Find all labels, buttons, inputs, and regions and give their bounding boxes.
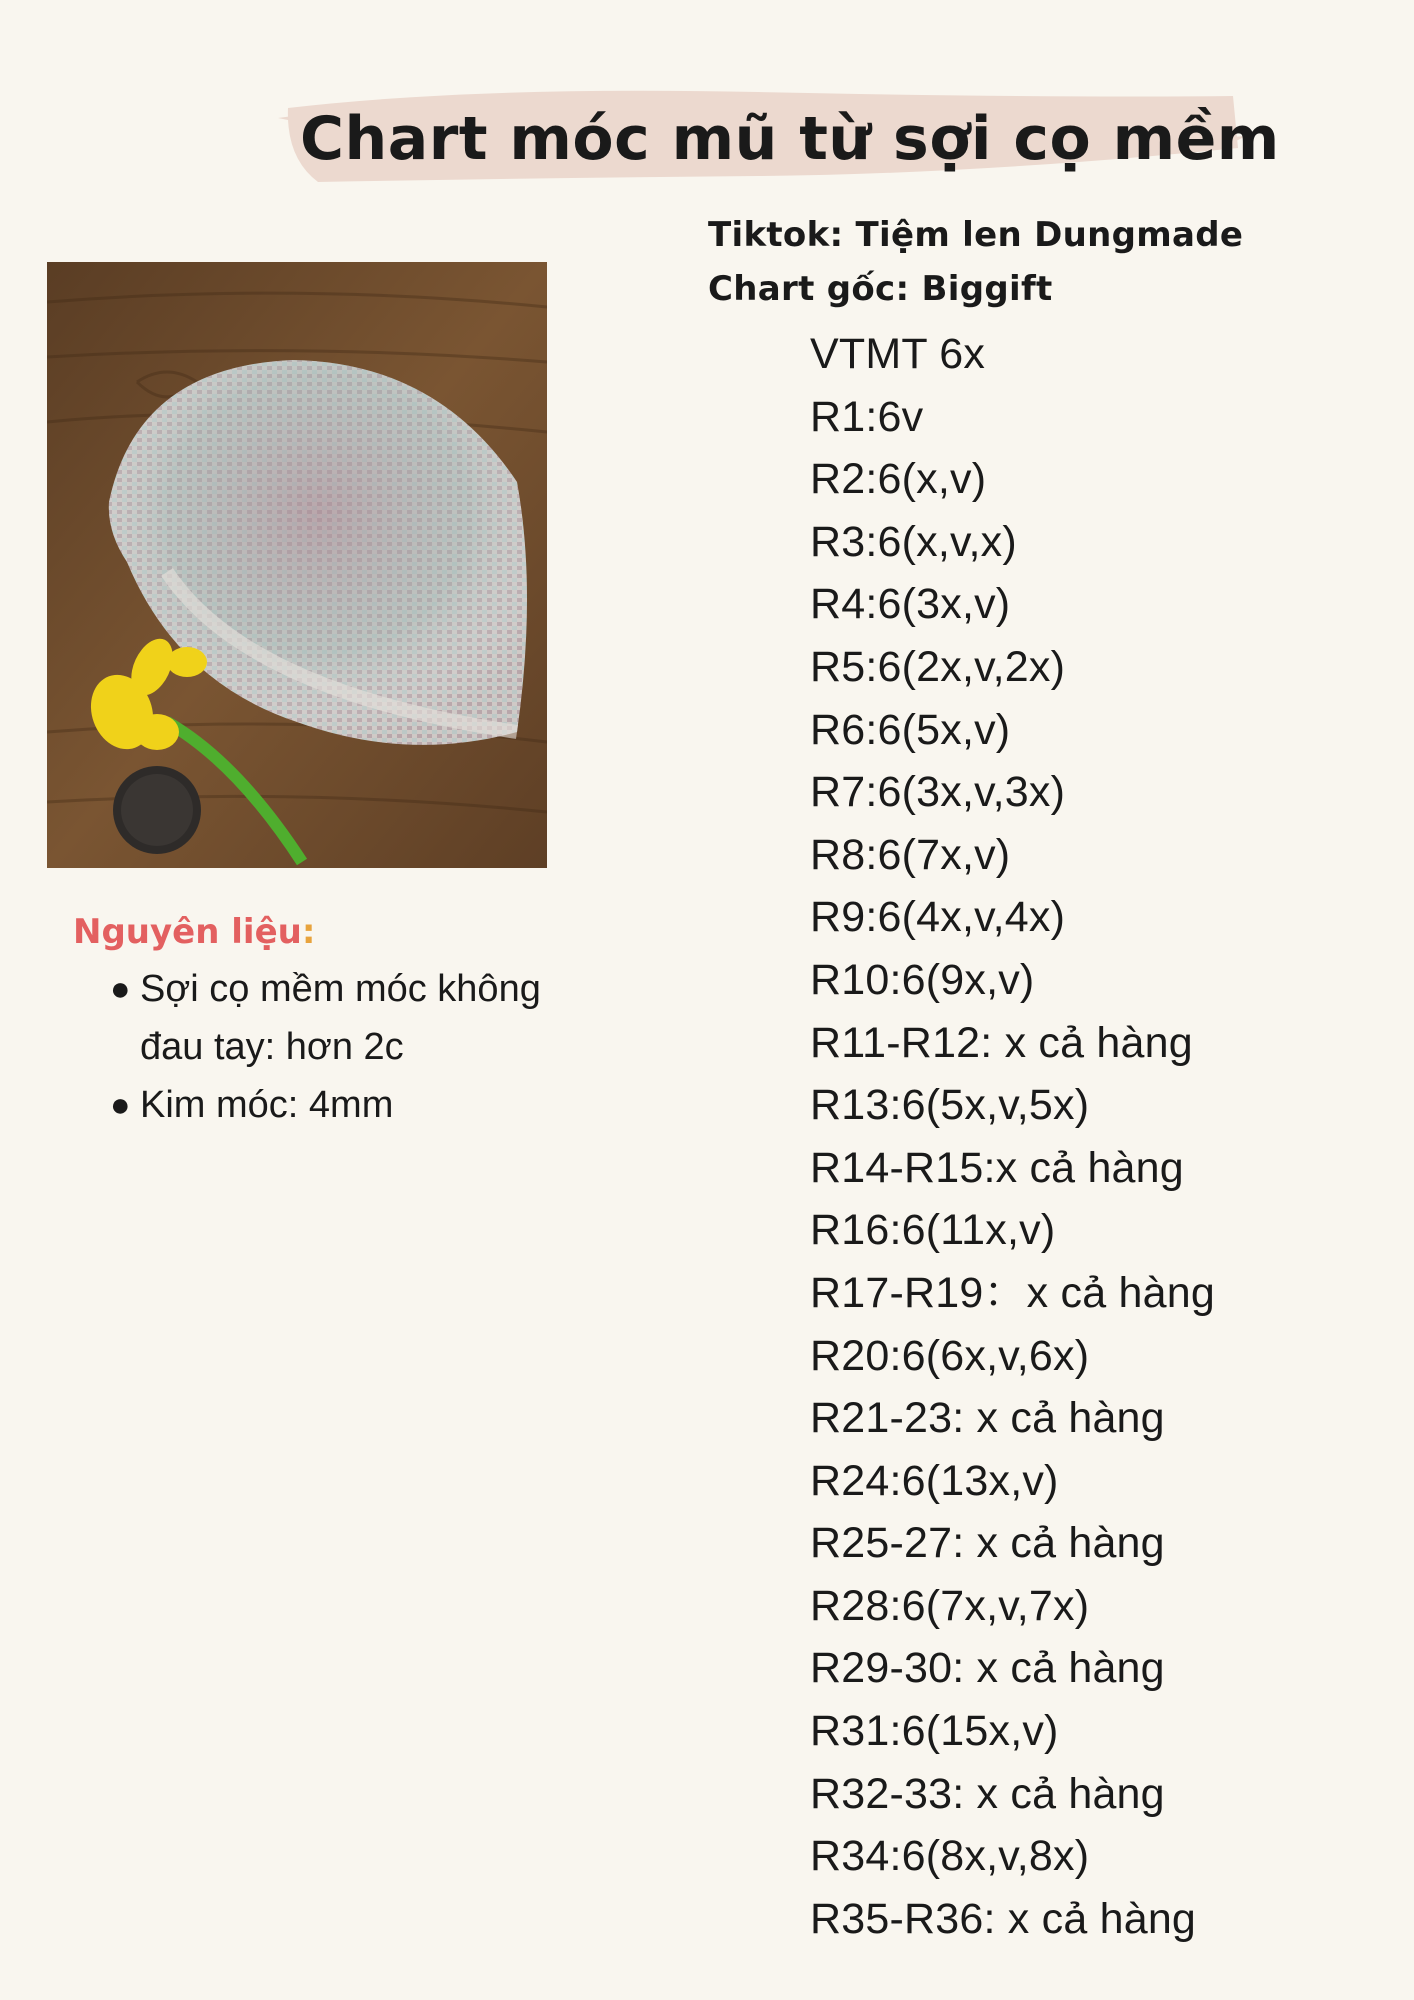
pattern-row: R20:6(6x,v,6x) [810, 1331, 1090, 1380]
pattern-row: R5:6(2x,v,2x) [810, 642, 1066, 691]
pattern-row: R16:6(11x,v) [810, 1206, 1056, 1255]
pattern-row: R25-27: x cả hàng [810, 1519, 1165, 1568]
pattern-row: R8:6(7x,v) [810, 830, 1011, 879]
pattern-row: R6:6(5x,v) [810, 705, 1011, 754]
pattern-row: R7:6(3x,v,3x) [810, 768, 1066, 817]
hat-photo-illustration [47, 262, 547, 868]
materials-item-yarn: ● Sợi cọ mềm móc không đau tay: hơn 2c [110, 960, 613, 1076]
pattern-row: R21-23: x cả hàng [810, 1394, 1165, 1443]
materials-list [73, 960, 613, 1134]
materials-section [73, 912, 613, 1134]
pattern-row: R3:6(x,v,x) [810, 517, 1017, 566]
pattern-row: R35-R36: x cả hàng [810, 1894, 1197, 1943]
page-title: Chart móc mũ từ sợi cọ mềm [300, 104, 1280, 174]
pattern-row: R10:6(9x,v) [810, 955, 1035, 1004]
pattern-row: R31:6(15x,v) [810, 1707, 1059, 1756]
pattern-row: R34:6(8x,v,8x) [810, 1832, 1090, 1881]
pattern-row: VTMT 6x [810, 330, 986, 378]
credits [708, 208, 1243, 316]
pattern-rows [810, 323, 1215, 1950]
materials-heading: Nguyên liệu: [73, 912, 316, 952]
bullet-icon: ● [110, 970, 131, 1008]
pattern-row: R13:6(5x,v,5x) [810, 1081, 1090, 1130]
materials-item-hook: ● Kim móc: 4mm [110, 1076, 613, 1134]
pattern-row: R28:6(7x,v,7x) [810, 1581, 1090, 1630]
pattern-row: R29-30: x cả hàng [810, 1644, 1165, 1693]
pattern-row: R1:6v [810, 392, 924, 441]
pattern-row: R32-33: x cả hàng [810, 1769, 1165, 1818]
pattern-row: R2:6(x,v) [810, 455, 987, 504]
pattern-row: R17-R19：x cả hàng [810, 1268, 1215, 1317]
source-credit: Chart gốc: Biggift [708, 269, 1053, 309]
pattern-row: R14-R15:x cả hàng [810, 1143, 1184, 1192]
materials-heading-colon: : [301, 912, 316, 952]
pattern-row: R9:6(4x,v,4x) [810, 893, 1066, 942]
pattern-row: R4:6(3x,v) [810, 580, 1011, 629]
bullet-icon: ● [110, 1086, 131, 1124]
pattern-row: R24:6(13x,v) [810, 1456, 1059, 1505]
hat-photo [47, 262, 547, 868]
pattern-row: R11-R12: x cả hàng [810, 1018, 1193, 1067]
tiktok-credit: Tiktok: Tiệm len Dungmade [708, 215, 1244, 255]
